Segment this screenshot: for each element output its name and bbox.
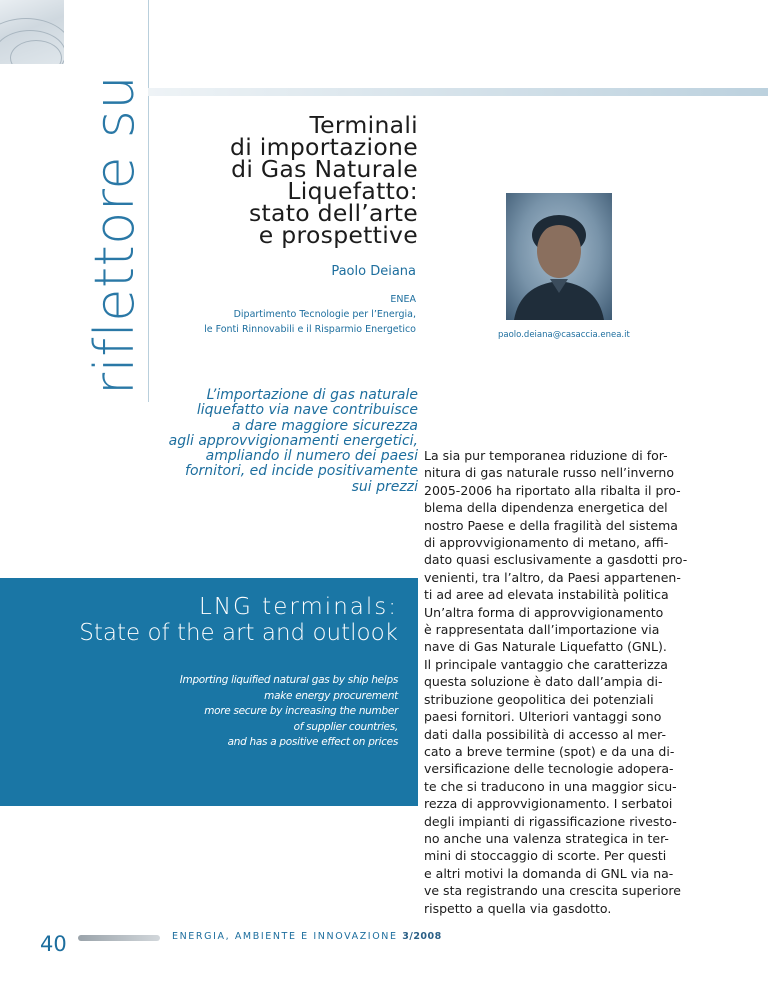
portrait-illustration: [506, 193, 612, 320]
english-title-line: LNG terminals:: [199, 594, 398, 620]
footer-decorative-bar: [78, 935, 160, 941]
affiliation-line: le Fonti Rinnovabili e il Risparmio Energetico: [204, 324, 416, 335]
journal-title: ENERGIA, AMBIENTE E INNOVAZIONE: [172, 931, 398, 942]
body-line: versificazione delle tecnologie adopera-: [424, 761, 674, 777]
body-line: stribuzione geopolitica dei potenziali: [424, 691, 654, 707]
english-abstract-line: Importing liquified natural gas by ship helps: [179, 674, 398, 686]
body-line: nostro Paese e della fragilità del sistema: [424, 517, 678, 533]
title-line: di Gas Naturale: [231, 155, 418, 183]
english-abstract-line: of supplier countries,: [293, 720, 398, 733]
abstract-line: liquefatto via nave contribuisce: [196, 402, 418, 419]
title-line: Terminali: [309, 111, 418, 139]
page-number: 40: [40, 932, 67, 956]
body-line: ve sta registrando una crescita superiore: [424, 883, 681, 899]
body-line: dati dalla possibilità di accesso al mer-: [424, 726, 667, 742]
abstract-line: a dare maggiore sicurezza: [232, 417, 418, 434]
body-line: di approvvigionamento di metano, affi-: [424, 535, 669, 551]
english-abstract-line: and has a positive effect on prices: [227, 736, 398, 749]
author-email[interactable]: paolo.deiana@casaccia.enea.it: [498, 330, 630, 340]
body-line: rispetto a quella via gasdotto.: [424, 900, 612, 916]
section-label: riflettore su: [83, 74, 146, 395]
title-line: di importazione: [229, 133, 418, 161]
body-line: mini di stoccaggio di scorte. Per questi: [424, 848, 667, 864]
article-title: [229, 111, 418, 249]
body-line: nitura di gas naturale russo nell’inverno: [424, 465, 675, 481]
english-abstract-line: more secure by increasing the number: [204, 705, 398, 718]
author-photo: [506, 193, 612, 320]
body-line: 2005-2006 ha riportato alla ribalta il pro-: [424, 482, 681, 498]
abstract-line: agli approvvigionamenti energetici,: [168, 432, 418, 449]
body-line: Il principale vantaggio che caratterizza: [424, 656, 668, 672]
header-gradient-band: [148, 88, 768, 96]
article-body: [424, 447, 714, 917]
body-line: degli impianti di rigassificazione rivesto-: [424, 813, 677, 829]
abstract-line: fornitori, ed incide positivamente: [185, 463, 418, 480]
body-line: venienti, tra l’altro, da Paesi appartenen-: [424, 569, 681, 585]
body-line: rezza di approvvigionamento. I serbatoi: [424, 796, 673, 812]
body-line: questa soluzione è dato dall’ampia di-: [424, 674, 663, 690]
body-line: blema della dipendenza energetica del: [424, 500, 668, 516]
abstract-line: ampliando il numero dei paesi: [205, 448, 418, 465]
author-affiliation: [204, 292, 416, 337]
author-name: Paolo Deiana: [331, 264, 416, 279]
abstract-line: sui prezzi: [351, 478, 418, 495]
title-line: Liquefatto:: [287, 177, 418, 205]
body-line: ti ad aree ad elevata instabilità politica: [424, 587, 669, 603]
english-abstract: [180, 673, 398, 751]
body-line: dato quasi esclusivamente a gasdotti pro-: [424, 552, 688, 568]
abstract-line: L’importazione di gas naturale: [206, 387, 418, 403]
body-line: te che si traducono in una maggior sicu-: [424, 778, 677, 794]
body-line: è rappresentata dall’importazione via: [424, 622, 660, 638]
english-summary-box: [0, 578, 418, 806]
body-line: no anche una valenza strategica in ter-: [424, 830, 669, 846]
body-line: paesi fornitori. Ulteriori vantaggi sono: [424, 709, 662, 725]
english-title-line: State of the art and outlook: [79, 620, 398, 646]
body-line: nave di Gas Naturale Liquefatto (GNL).: [424, 639, 667, 655]
journal-issue: 3/2008: [402, 931, 442, 942]
italian-abstract: [118, 388, 418, 495]
body-line: e altri motivi la domanda di GNL via na-: [424, 865, 674, 881]
affiliation-line: ENEA: [390, 294, 416, 305]
corner-decorative-image: [0, 0, 64, 64]
title-line: e prospettive: [258, 221, 418, 249]
section-divider-line: [148, 0, 149, 402]
english-abstract-line: make energy procurement: [264, 689, 398, 702]
journal-name: [172, 931, 442, 942]
title-line: stato dell’arte: [248, 199, 418, 227]
english-title: [79, 594, 398, 646]
affiliation-line: Dipartimento Tecnologie per l’Energia,: [233, 309, 416, 320]
body-line: La sia pur temporanea riduzione di for-: [424, 448, 668, 463]
body-line: Un’altra forma di approvvigionamento: [424, 604, 664, 620]
body-line: cato a breve termine (spot) e da una di-: [424, 743, 675, 759]
